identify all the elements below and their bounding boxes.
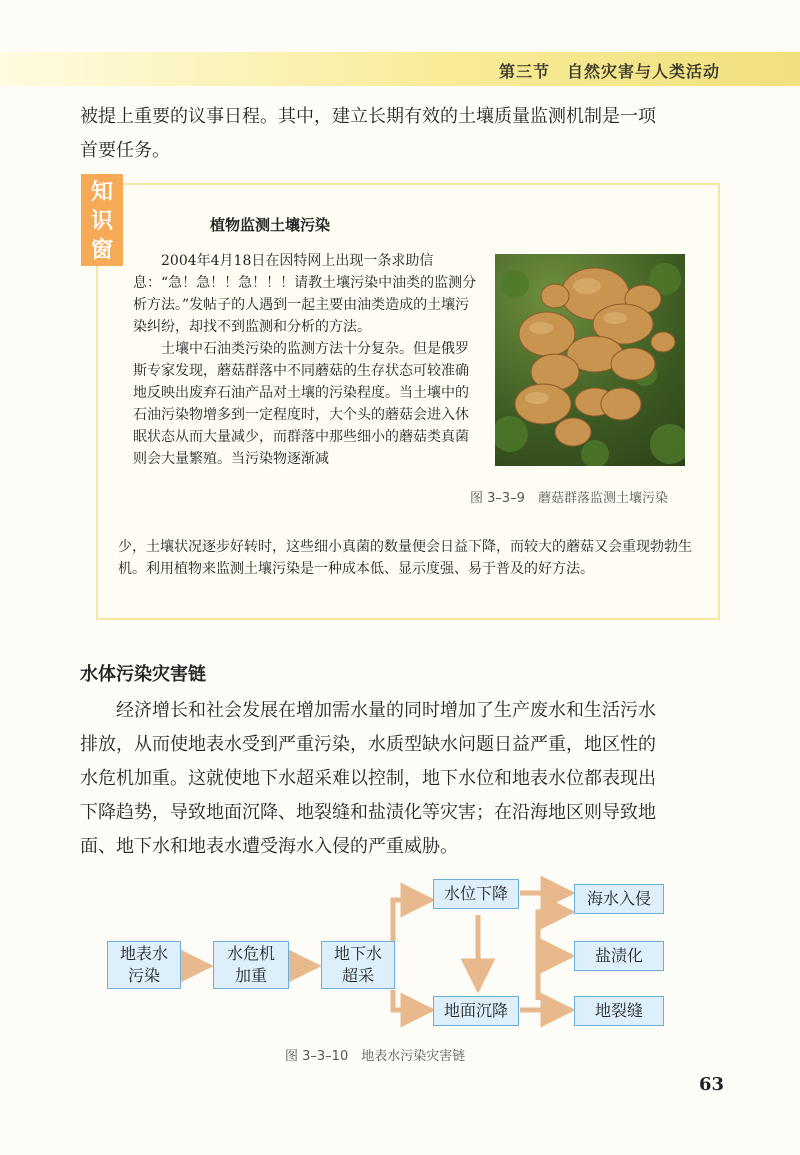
- photo-caption: 图 3–3–9 蘑菇群落监测土壤污染: [470, 491, 668, 506]
- box-title: 植物监测土壤污染: [210, 216, 331, 234]
- arrow-overdraft-to-level: [393, 900, 432, 943]
- node-subsidence: 地面沉降: [433, 996, 519, 1026]
- node-water-crisis: 水危机 加重: [213, 941, 289, 989]
- flowchart-caption: 图 3–3–10 地表水污染灾害链: [285, 1049, 466, 1064]
- node-level-drop: 水位下降: [433, 879, 519, 909]
- section-heading: 水体污染灾害链: [80, 664, 206, 685]
- intro-paragraph: 被提上重要的议事日程。其中，建立长期有效的土壤质量监测机制是一项首要任务。: [80, 106, 656, 161]
- tag-label: 知识窗: [91, 180, 114, 263]
- page-number: 63: [698, 1074, 724, 1095]
- section-paragraph: 经济增长和社会发展在增加需水量的同时增加了生产废水和生活污水排放，从而使地表水受到严重污染，水质型缺水问题日益严重，地区性的水危机加重。这就使地下水超采难以控制，地下水位和地表水位都表现出下降趋势，导致地面沉降、地裂缝和盐渍化等灾害；在沿海地区则导致地面、地下水和地表水遭受海水入侵的严重威胁。: [80, 700, 656, 857]
- node-overdraft: 地下水 超采: [321, 941, 395, 989]
- running-header: 第三节 自然灾害与人类活动: [498, 62, 720, 81]
- box-paragraph-2b: 少，土壤状况逐步好转时，这些细小真菌的数量便会日益下降，而较大的蘑菇又会重现勃勃生机。利用植物来监测土壤污染是一种成本低、显示度强、易于普及的好方法。: [118, 539, 692, 577]
- arrow-overdraft-to-subsidence: [393, 990, 432, 1010]
- node-seawater: 海水入侵: [574, 884, 664, 914]
- node-fissure: 地裂缝: [574, 996, 664, 1026]
- box-paragraph-1: 2004年4月18日在因特网上出现一条求助信息：“急！急！！急！！！请教土壤污染中油类的监测分析方法。”发帖子的人遇到一起主要由油类造成的土壤污染纠纷，却找不到监测和分析的方法。: [133, 253, 477, 335]
- node-surface-pollution: 地表水 污染: [107, 941, 181, 989]
- box-paragraph-2a: 土壤中石油类污染的监测方法十分复杂。但是俄罗斯专家发现，蘑菇群落中不同蘑菇的生存状态可较准确地反映出废弃石油产品对土壤的污染程度。当土壤中的石油污染物增多到一定程度时，大个头的蘑菇会进入休眠状态从而大量减少，而群落中那些细小的蘑菇类真菌则会大量繁殖。当污染物逐渐减: [133, 341, 469, 467]
- node-salinization: 盐渍化: [574, 941, 664, 971]
